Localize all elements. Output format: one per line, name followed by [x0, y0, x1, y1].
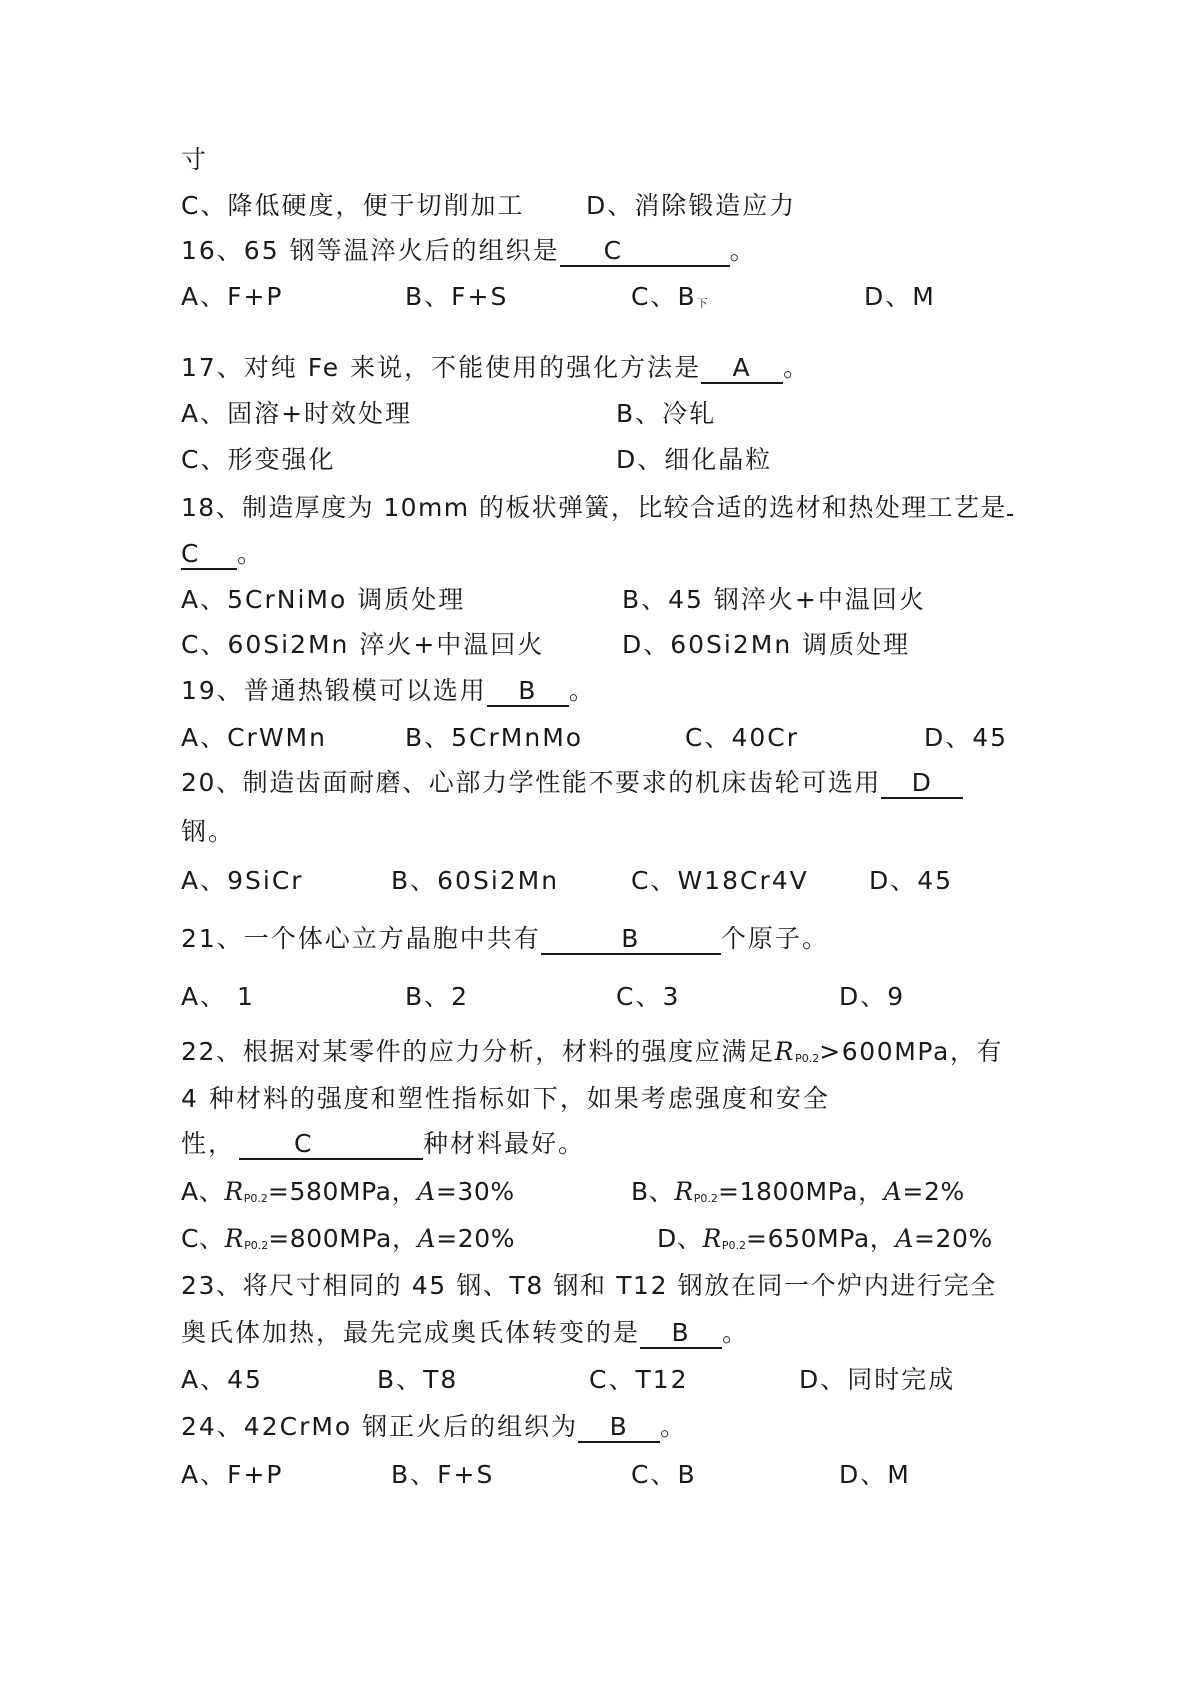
q17-option-c: C、形变强化 [181, 445, 336, 474]
q21-option-b: B、2 [405, 982, 470, 1011]
q23-answer-blank [640, 1319, 722, 1349]
q21-option-c: C、3 [616, 982, 681, 1011]
q20-option-a: A、9SiCr [181, 866, 304, 895]
q15-option-c: C、降低硬度，便于切削加工 [181, 191, 525, 220]
q22-stem-2: 4 种材料的强度和塑性指标如下，如果考虑强度和安全 [181, 1084, 830, 1113]
q19-stem [181, 674, 596, 708]
q22-text-1-end: >600MPa，有 [819, 1037, 1004, 1066]
q18-stem [181, 491, 1013, 525]
q18-blank-tail [1007, 514, 1013, 516]
q20-option-b: B、60Si2Mn [391, 866, 560, 895]
q22-option-d: D、RP0.2=650MPa，A=20% [657, 1224, 993, 1253]
q22-option-b: B、RP0.2=1800MPa，A=2% [631, 1177, 965, 1206]
q18-option-b: B、45 钢淬火+中温回火 [622, 585, 926, 614]
q16-option-c: C、B下 [631, 282, 708, 311]
q22-option-a: A、RP0.2=580MPa，A=30% [181, 1177, 515, 1206]
q20-stem [181, 766, 963, 800]
q19-end: 。 [568, 676, 596, 705]
q16-end: 。 [729, 236, 757, 265]
q22-symbol-r: R [774, 1037, 796, 1066]
q21-end: 个原子。 [720, 924, 829, 953]
q24-answer: B [609, 1412, 629, 1441]
q23-end: 。 [722, 1318, 750, 1347]
q16-option-b: B、F+S [405, 282, 509, 311]
q20-end: 钢。 [181, 817, 236, 846]
q21-answer-blank [541, 925, 721, 955]
q23-option-d: D、同时完成 [799, 1365, 956, 1394]
q24-end: 。 [660, 1412, 688, 1441]
q17-option-b: B、冷轧 [616, 399, 717, 428]
q22-text-3: 性， [181, 1129, 236, 1158]
q16-stem [181, 234, 757, 268]
q18-option-c: C、60Si2Mn 淬火+中温回火 [181, 630, 545, 659]
q22-stem-3 [181, 1127, 585, 1161]
q18-end: 。 [237, 539, 265, 568]
q18-stem-cont [181, 537, 264, 571]
q18-answer: C [181, 539, 201, 568]
q17-text: 17、对纯 Fe 来说，不能使用的强化方法是 [181, 353, 702, 382]
line-continuation: 寸 [181, 145, 209, 174]
q19-answer: B [518, 676, 538, 705]
q22-answer: C [294, 1129, 314, 1158]
q18-text: 18、制造厚度为 10mm 的板状弹簧，比较合适的选材和热处理工艺是 [181, 493, 1007, 522]
q17-end: 。 [783, 353, 811, 382]
q20-answer-blank [881, 769, 963, 799]
q21-answer: B [621, 924, 641, 953]
q21-option-d: D、9 [839, 982, 906, 1011]
q23-stem-1: 23、将尺寸相同的 45 钢、T8 钢和 T12 钢放在同一个炉内进行完全 [181, 1271, 997, 1300]
q22-symbol-sub: P0.2 [795, 1052, 820, 1065]
q23-option-c: C、T12 [589, 1365, 689, 1394]
q24-option-d: D、M [839, 1460, 911, 1489]
q24-option-c: C、B [631, 1460, 697, 1489]
q23-answer: B [671, 1318, 691, 1347]
q21-stem [181, 922, 829, 956]
q23-option-b: B、T8 [377, 1365, 459, 1394]
q20-option-d: D、45 [869, 866, 954, 895]
q23-text-2: 奥氏体加热，最先完成奥氏体转变的是 [181, 1318, 641, 1347]
q22-stem-1 [181, 1035, 1003, 1076]
q19-text: 19、普通热锻模可以选用 [181, 676, 487, 705]
q16-option-c-sub: 下 [696, 297, 708, 310]
q20-text: 20、制造齿面耐磨、心部力学性能不要求的机床齿轮可选用 [181, 768, 882, 797]
q20-answer: D [911, 768, 933, 797]
q18-answer-blank [181, 540, 237, 570]
q20-stem-cont [181, 815, 235, 849]
q16-answer-blank [560, 237, 730, 267]
q19-option-d: D、45 [924, 723, 1009, 752]
q18-option-a: A、5CrNiMo 调质处理 [181, 585, 466, 614]
q24-option-b: B、F+S [391, 1460, 495, 1489]
q17-option-a: A、固溶+时效处理 [181, 399, 413, 428]
q15-option-d: D、消除锻造应力 [586, 191, 797, 220]
q19-option-a: A、CrWMn [181, 723, 327, 752]
q22-answer-blank [239, 1130, 423, 1160]
q21-text: 21、一个体心立方晶胞中共有 [181, 924, 541, 953]
q19-option-c: C、40Cr [685, 723, 800, 752]
q20-option-c: C、W18Cr4V [631, 866, 809, 895]
q21-option-a: A、 1 [181, 982, 255, 1011]
q19-answer-blank [487, 677, 569, 707]
q22-option-c: C、RP0.2=800MPa，A=20% [181, 1224, 516, 1253]
q23-stem-2 [181, 1316, 749, 1350]
q24-option-a: A、F+P [181, 1460, 284, 1489]
q23-option-a: A、45 [181, 1365, 263, 1394]
q16-text: 16、65 钢等温淬火后的组织是 [181, 236, 560, 265]
q17-stem [181, 351, 810, 385]
q16-option-d: D、M [864, 282, 936, 311]
q24-answer-blank [578, 1413, 660, 1443]
q18-option-d: D、60Si2Mn 调质处理 [622, 630, 911, 659]
q17-answer: A [732, 353, 752, 382]
q17-answer-blank [701, 354, 783, 384]
q24-stem [181, 1410, 687, 1444]
q16-answer: C [603, 236, 624, 265]
q17-option-d: D、细化晶粒 [616, 445, 773, 474]
q16-option-a: A、F+P [181, 282, 284, 311]
q24-text: 24、42CrMo 钢正火后的组织为 [181, 1412, 579, 1441]
q19-option-b: B、5CrMnMo [405, 723, 584, 752]
q22-text-1: 22、根据对某零件的应力分析，材料的强度应满足 [181, 1037, 775, 1066]
q22-end: 种材料最好。 [423, 1129, 586, 1158]
